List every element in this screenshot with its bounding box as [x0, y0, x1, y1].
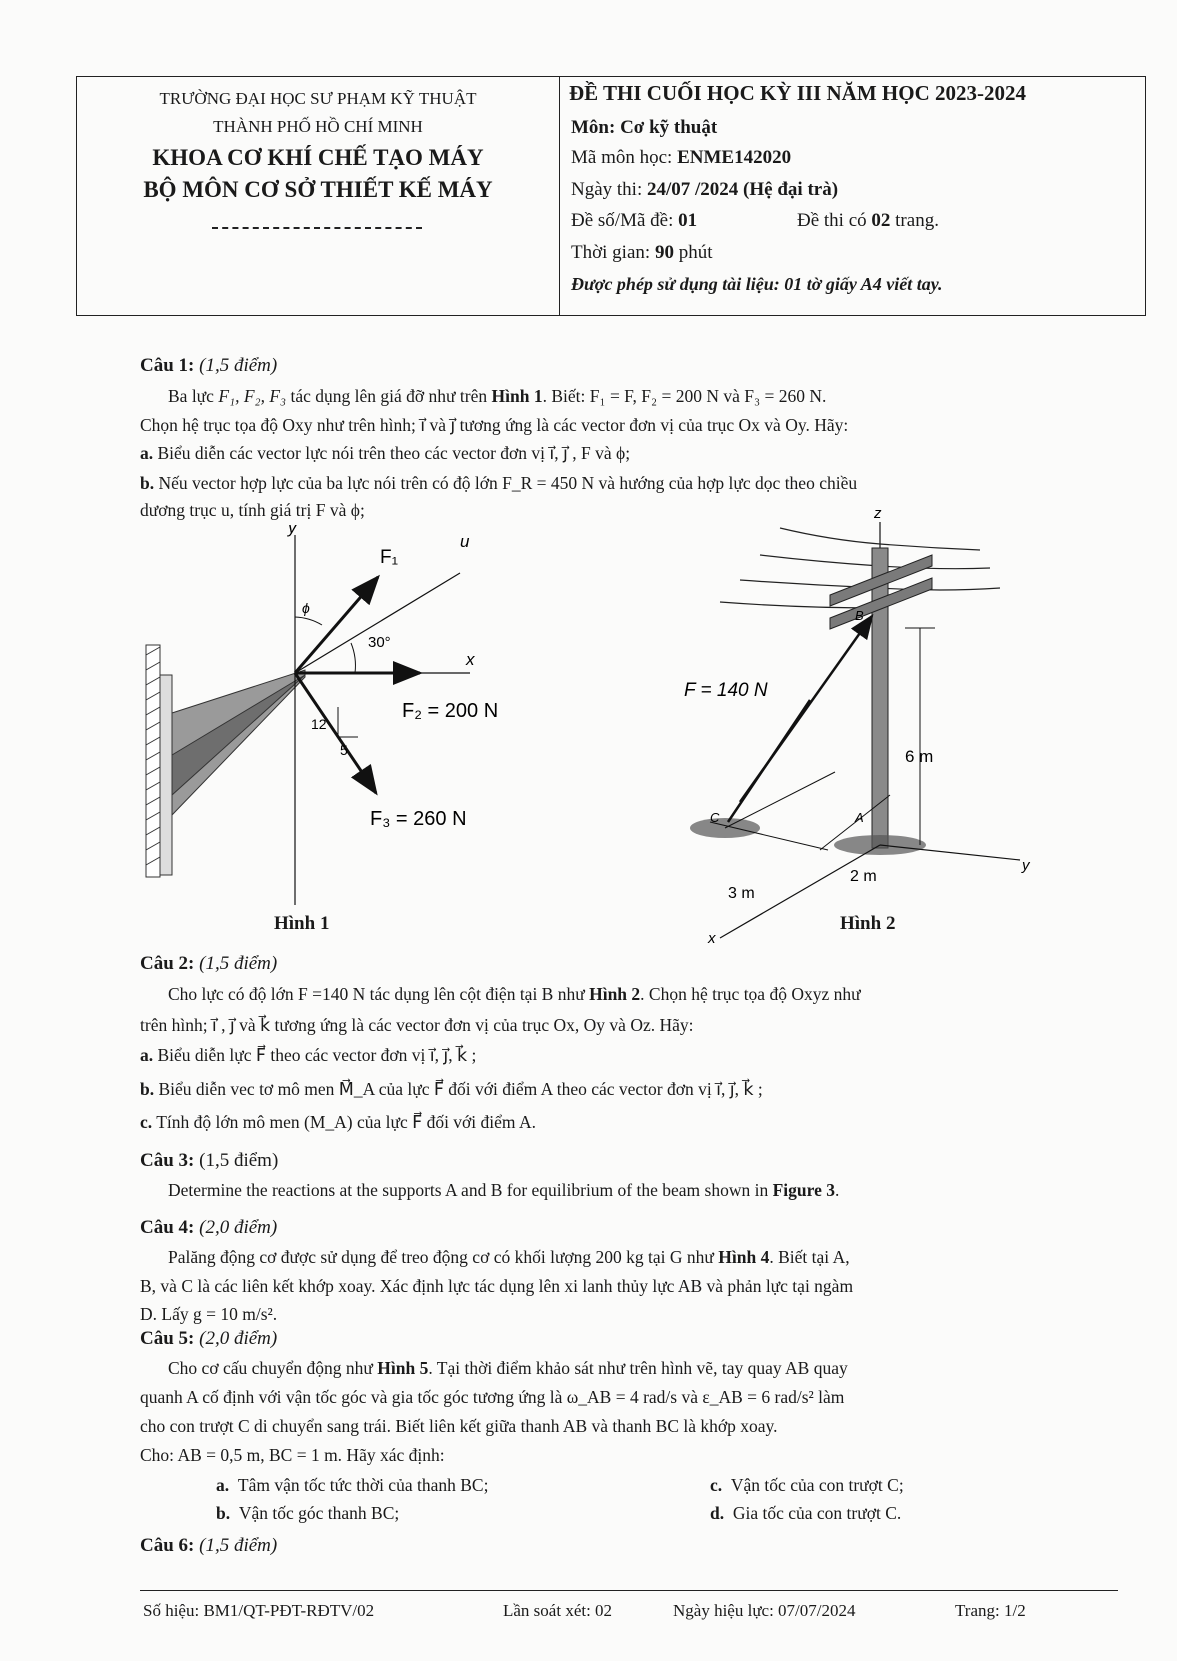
- angle-30-label: 30°: [368, 634, 391, 651]
- wall-icon: [146, 645, 160, 877]
- f1-label: F₁: [380, 547, 399, 568]
- q5-heading: Câu 5: (2,0 điểm): [140, 1328, 278, 1349]
- exam-number-value: 01: [678, 210, 698, 231]
- time-value: 90: [654, 242, 674, 263]
- allowed-materials: Được phép sử dụng tài liệu: 01 tờ giấy A4 viết tay.: [571, 274, 943, 294]
- dashed-divider: [212, 227, 422, 229]
- time-line: Thời gian: 90 phút: [571, 242, 713, 263]
- q1-part-b-cont: dương trục u, tính giá trị F và ϕ;: [140, 500, 365, 520]
- footer-effective-date: Ngày hiệu lực: 07/07/2024: [673, 1601, 856, 1620]
- fig1-u-label: u: [460, 532, 470, 551]
- figure-1-bracket: [130, 525, 570, 925]
- q5-part-b: b. Vận tốc góc thanh BC;: [216, 1503, 400, 1523]
- fig2-x-label: x: [708, 930, 716, 945]
- q2-heading: Câu 2: (1,5 điểm): [140, 953, 278, 974]
- figure-1-caption: Hình 1: [274, 913, 330, 934]
- force-140n-label: F = 140 N: [684, 680, 768, 701]
- q4-line3: D. Lấy g = 10 m/s².: [140, 1304, 278, 1324]
- u-axis: [295, 573, 460, 673]
- point-b-label: B: [855, 608, 864, 623]
- 3m-label: 3 m: [728, 885, 755, 902]
- power-wires: [720, 528, 1000, 608]
- faculty-name: KHOA CƠ KHÍ CHẾ TẠO MÁY: [152, 145, 484, 170]
- q5-line1: Cho cơ cấu chuyển động như Hình 5. Tại thời điểm khảo sát như trên hình vẽ, tay quay AB quay: [168, 1358, 848, 1378]
- footer-rule: [140, 1590, 1118, 1591]
- f2-label: F₂ = 200 N: [402, 700, 499, 722]
- q4-line2: B, và C là các liên kết khớp xoay. Xác định lực tác dụng lên xi lanh thủy lực AB và phản lực tại ngàm: [140, 1276, 854, 1296]
- point-a-label: A: [855, 810, 864, 825]
- q2-part-b: b. Biểu diễn vec tơ mô men M⃗_A của lực F⃗ đối với điểm A theo các vector đơn vị i⃗, j⃗, k⃗ ;: [140, 1079, 763, 1099]
- q2-part-a: a. Biểu diễn lực F⃗ theo các vector đơn vị i⃗, j⃗, k⃗ ;: [140, 1045, 477, 1065]
- force-f3-arrow: [295, 673, 376, 793]
- q5-part-a: a. Tâm vận tốc tức thời của thanh BC;: [216, 1475, 489, 1495]
- slope-12-label: 12: [311, 716, 327, 732]
- force-140n-arrow: [740, 616, 872, 802]
- q3-heading: Câu 3: (1,5 điểm): [140, 1150, 279, 1171]
- slope-triangle: [338, 707, 358, 737]
- q2-part-c: c. Tính độ lớn mô men (M_A) của lực F⃗ đối với điểm A.: [140, 1112, 536, 1132]
- code-line: Mã môn học: ENME142020: [571, 147, 792, 168]
- q6-heading: Câu 6: (1,5 điểm): [140, 1535, 278, 1556]
- exam-info-cell: [561, 77, 1145, 315]
- q5-part-d: d. Gia tốc của con trượt C.: [710, 1503, 902, 1523]
- code-value: ENME142020: [677, 147, 792, 168]
- phi-label: ϕ: [302, 600, 310, 616]
- exam-number-line: Đề số/Mã đề: 01: [571, 210, 698, 231]
- force-f1-arrow: [295, 577, 378, 673]
- school-name-line1: TRƯỜNG ĐẠI HỌC SƯ PHẠM KỸ THUẬT: [159, 89, 477, 108]
- exam-title: ĐỀ THI CUỐI HỌC KỲ III NĂM HỌC 2023-2024: [569, 81, 1026, 105]
- point-c-label: C: [710, 810, 720, 825]
- f3-label: F₃ = 260 N: [370, 808, 467, 830]
- figure-2-pole: [680, 500, 1080, 945]
- fig1-y-label: y: [288, 525, 297, 537]
- q2-line1: Cho lực có độ lớn F =140 N tác dụng lên cột điện tại B như Hình 2. Chọn hệ trục tọa độ Oxyz như: [168, 984, 861, 1004]
- q2-line2: trên hình; i⃗ , j⃗ và k⃗ tương ứng là các vector đơn vị của trục Ox, Oy và Oz. Hãy:: [140, 1015, 694, 1035]
- fig2-y-label: y: [1022, 857, 1030, 874]
- q1-heading: Câu 1: (1,5 điểm): [140, 355, 278, 376]
- q1-part-a: a. Biểu diễn các vector lực nói trên theo các vector đơn vị i⃗, j⃗ , F và ϕ;: [140, 443, 631, 463]
- q4-heading: Câu 4: (2,0 điểm): [140, 1217, 278, 1238]
- 2m-label: 2 m: [850, 868, 877, 885]
- school-name-line2: THÀNH PHỐ HỒ CHÍ MINH: [213, 117, 423, 136]
- 6m-label: 6 m: [905, 747, 934, 766]
- subject-value: Cơ kỹ thuật: [620, 117, 718, 138]
- q5-line3: cho con trượt C di chuyển sang trái. Biết liên kết giữa thanh AB và thanh BC là khớp xoay.: [140, 1416, 778, 1436]
- figure-2-caption: Hình 2: [840, 913, 896, 934]
- q3-line1: Determine the reactions at the supports A and B for equilibrium of the beam shown in Figure 3.: [168, 1180, 840, 1200]
- phi-arc: [295, 617, 322, 625]
- school-info-cell: [77, 77, 560, 315]
- base-plate: [160, 675, 172, 875]
- fig2-z-label: z: [874, 505, 882, 522]
- exam-header-table: [76, 76, 1146, 316]
- q1-line2: Chọn hệ trục tọa độ Oxy như trên hình; i⃗ và j⃗ tương ứng là các vector đơn vị của trục Ox và Oy. Hãy:: [140, 415, 849, 435]
- department-name: BỘ MÔN CƠ SỞ THIẾT KẾ MÁY: [143, 177, 493, 202]
- pages-line: Đề thi có 02 trang.: [797, 210, 939, 231]
- q5-line4: Cho: AB = 0,5 m, BC = 1 m. Hãy xác định:: [140, 1445, 445, 1465]
- footer-page-number: Trang: 1/2: [955, 1601, 1026, 1620]
- date-value: 24/07 /2024 (Hệ đại trà): [647, 179, 839, 200]
- pages-value: 02: [871, 210, 891, 231]
- q1-part-b: b. Nếu vector hợp lực của ba lực nói trên có độ lớn F_R = 450 N và hướng của hợp lực dọc theo chiều: [140, 473, 858, 493]
- q4-line1: Palăng động cơ được sử dụng để treo động cơ có khối lượng 200 kg tại G như Hình 4. Biết tại A,: [168, 1247, 850, 1267]
- slope-5-label: 5: [340, 742, 348, 758]
- subject-line: Môn: Cơ kỹ thuật: [571, 117, 718, 138]
- angle-30-arc: [351, 643, 355, 673]
- fig1-x-label: x: [466, 650, 475, 669]
- q5-line2: quanh A cố định với vận tốc góc và gia tốc góc tương ứng là ω_AB = 4 rad/s và ε_AB = 6 rad/s² làm: [140, 1387, 845, 1407]
- q5-part-c: c. Vận tốc của con trượt C;: [710, 1475, 904, 1495]
- footer-doc-number: Số hiệu: BM1/QT-PĐT-RĐTV/02: [143, 1601, 375, 1620]
- footer-revision: Lần soát xét: 02: [503, 1601, 613, 1620]
- q1-line1: Ba lực F₁, F₂, F₃ tác dụng lên giá đỡ như trên Hình 1. Biết: F₁ = F, F₂ = 200 N và F₃ = 260 N.: [168, 386, 827, 406]
- date-line: Ngày thi: 24/07 /2024 (Hệ đại trà): [571, 179, 839, 200]
